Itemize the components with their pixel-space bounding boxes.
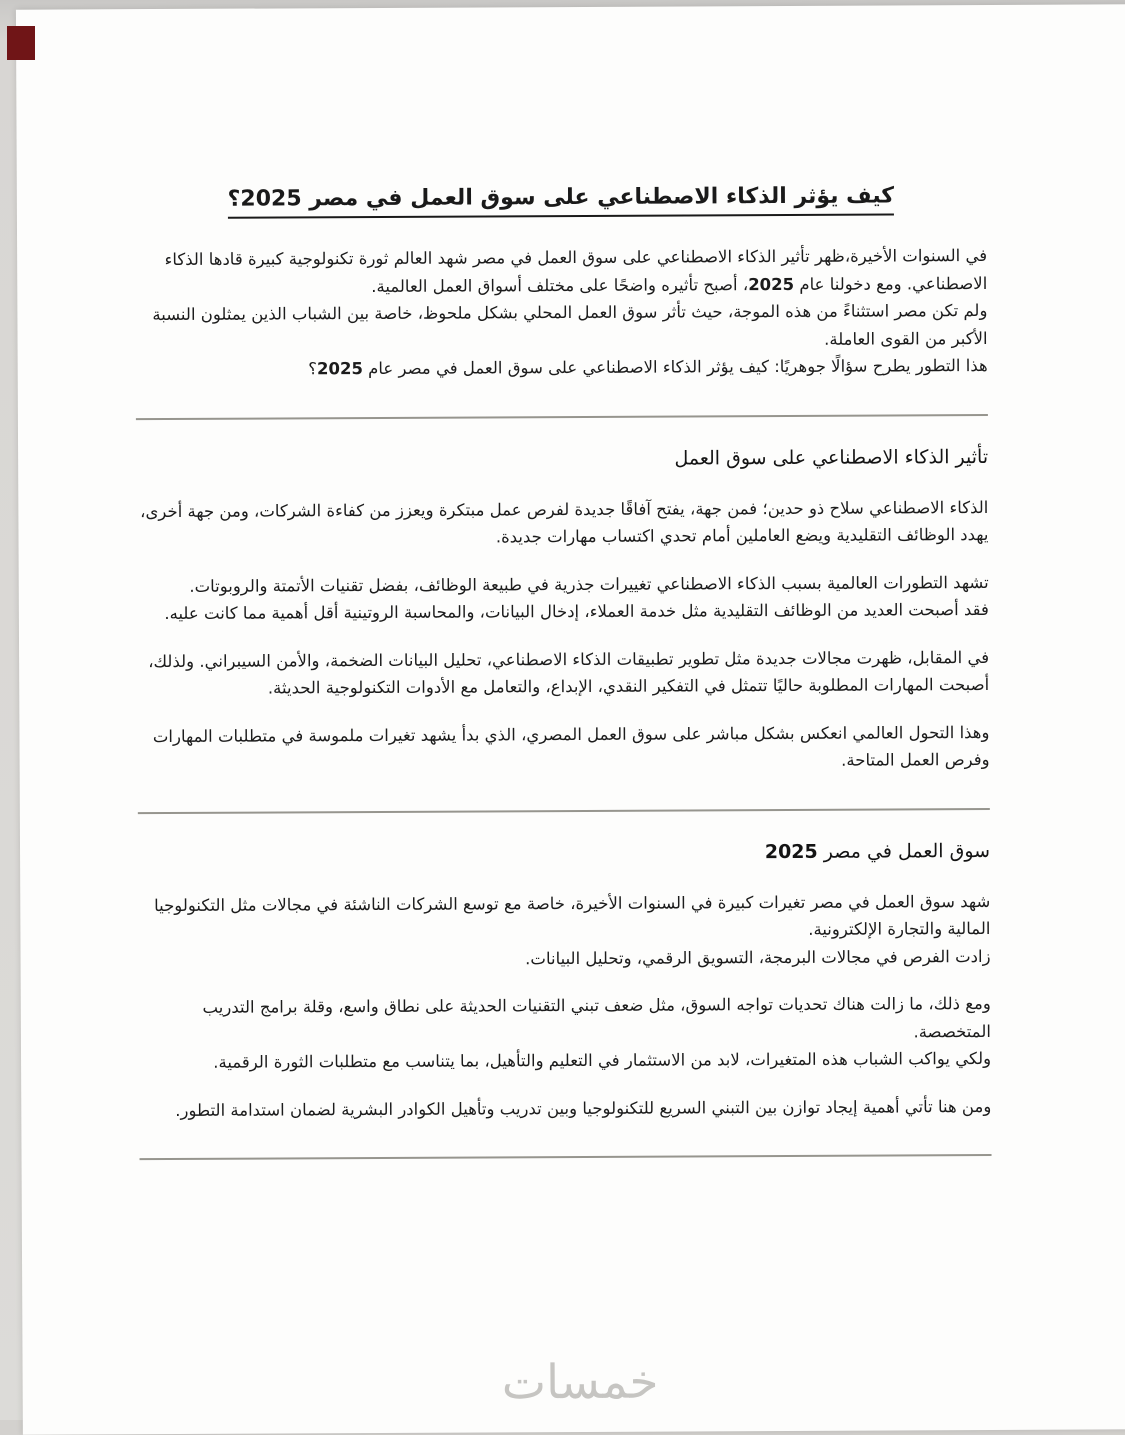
- section2-heading-text: سوق العمل في مصر: [823, 839, 991, 863]
- section2-paragraph-2: [139, 990, 991, 1077]
- intro-sentence-2: ولم تكن مصر استثناءً من هذه الموجة، حيث تأثر سوق العمل المحلي بشكل ملحوظ، خاصة بين الشباب الذين يمثلون النسبة الأكبر من القوى العاملة.: [152, 300, 988, 349]
- section2-paragraph-1: [138, 887, 990, 974]
- intro-sentence-1b: ، أصبح تأثيره واضحًا على مختلف أسواق العمل العالمية.: [371, 274, 749, 296]
- intro-sentence-3b: ؟: [308, 359, 318, 379]
- section1-paragraph-2-line-2: فقد أصبحت العديد من الوظائف التقليدية مثل خدمة العملاء، إدخال البيانات، والمحاسبة الروتينية أقل أهمية مما كانت عليه.: [164, 599, 989, 624]
- section1-paragraph-4: وهذا التحول العالمي انعكس بشكل مباشر على سوق العمل المصري، الذي بدأ يشهد تغيرات ملموسة في متطلبات المهارات وفرص العمل المتاحة.: [152, 722, 990, 770]
- section1-paragraph-3: في المقابل، ظهرت مجالات جديدة مثل تطوير تطبيقات الذكاء الاصطناعي، تحليل البيانات الضخمة، والأمن السيبراني. ولذلك، أصبحت المهارات المطلوبة حاليًا تتمثل في التفكير النقدي، الإبداع، والتعامل مع الأدوات التكنولوجية الحديثة.: [148, 647, 990, 698]
- section1-paragraph-1: الذكاء الاصطناعي سلاح ذو حدين؛ فمن جهة، يفتح آفاقًا جديدة لفرص عمل مبتكرة ويعزز من كفاءة الشركات، ومن جهة أخرى، يهدد الوظائف التقليدية ويضع العاملين أمام تحدي اكتساب مهارات جديدة.: [140, 497, 989, 547]
- section1-paragraph-2: [137, 568, 989, 627]
- document-page: [16, 4, 1125, 1434]
- intro-paragraph: [135, 242, 988, 384]
- section2-paragraph-2-line-2: ولكي يواكب الشباب هذه المتغيرات، لابد من الاستثمار في التعليم والتأهيل، بما يتناسب مع متطلبات الثورة الرقمية.: [213, 1048, 992, 1072]
- document-title-text: كيف يؤثر الذكاء الاصطناعي على سوق العمل في مصر 2025؟: [228, 183, 895, 218]
- section2-paragraph-1-line-1: شهد سوق العمل في مصر تغيرات كبيرة في السنوات الأخيرة، خاصة مع توسع الشركات الناشئة في مجالات مثل التكنولوجيا المالية والتجارة الإلكترونية.: [154, 891, 991, 939]
- section2-heading: [138, 839, 990, 865]
- intro-sentence-1a: في السنوات الأخيرة،ظهر تأثير الذكاء الاصطناعي على سوق العمل في مصر شهد العالم ثورة تكنولوجية كبيرة قادها الذكاء الاصطناعي. ومع دخولنا عام: [164, 245, 988, 294]
- intro-year-1: 2025: [748, 274, 795, 294]
- scan-artifact-mark: [7, 26, 35, 60]
- section2-paragraph-3: ومن هنا تأتي أهمية إيجاد توازن بين التبني السريع للتكنولوجيا وبين تدريب وتأهيل الكوادر البشرية لضمان استدامة التطور.: [175, 1096, 992, 1120]
- document-title: [135, 183, 987, 212]
- document-content: [17, 182, 1125, 1160]
- section2-paragraph-2-line-1: ومع ذلك، ما زالت هناك تحديات تواجه السوق، مثل ضعف تبني التقنيات الحديثة على نطاق واسع، وقلة برامج التدريب المتخصصة.: [202, 993, 991, 1041]
- watermark-khamsat: خمسات: [501, 1354, 659, 1411]
- section-divider-3: [140, 1154, 992, 1160]
- intro-year-2: 2025: [316, 359, 363, 379]
- section1-paragraph-2-line-1: تشهد التطورات العالمية بسبب الذكاء الاصطناعي تغييرات جذرية في طبيعة الوظائف، بفضل تقنيات الأتمتة والروبوتات.: [189, 572, 989, 596]
- intro-sentence-3a: هذا التطور يطرح سؤالًا جوهريًا: كيف يؤثر الذكاء الاصطناعي على سوق العمل في مصر عام: [362, 355, 988, 379]
- section-divider-2: [138, 807, 990, 813]
- section-divider-1: [136, 413, 988, 419]
- section2-heading-year: 2025: [764, 840, 818, 863]
- section1-heading: تأثير الذكاء الاصطناعي على سوق العمل: [674, 445, 989, 470]
- section2-paragraph-1-line-2: زادت الفرص في مجالات البرمجة، التسويق الرقمي، وتحليل البيانات.: [525, 946, 991, 968]
